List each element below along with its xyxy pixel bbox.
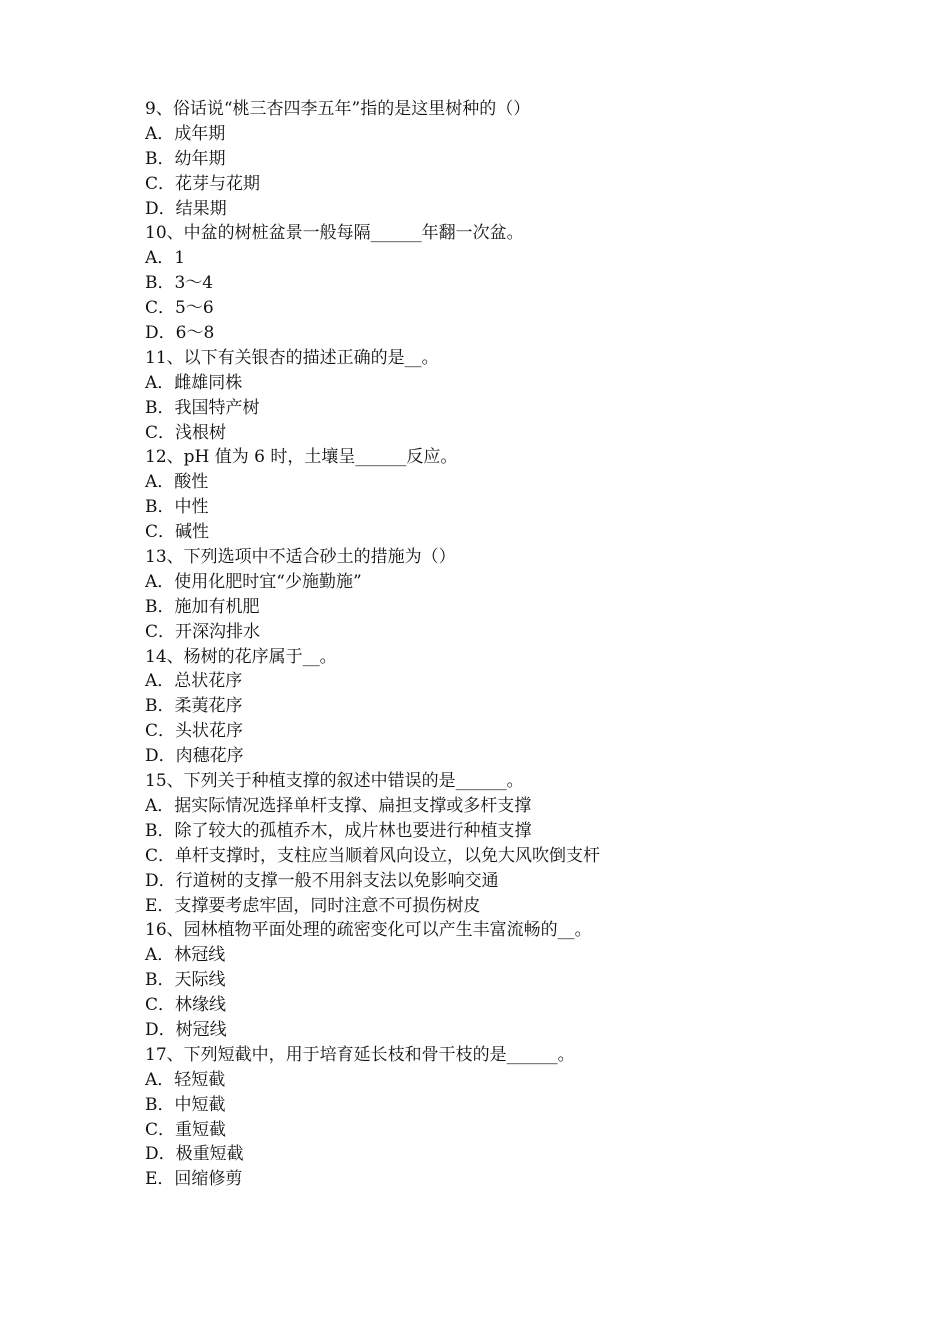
- option-d: D．树冠线: [145, 1019, 227, 1040]
- question-text: 16、园林植物平面处理的疏密变化可以产生丰富流畅的__。: [145, 920, 592, 941]
- option-c: C．5～6: [145, 298, 214, 319]
- option-a: A．总状花序: [145, 671, 243, 692]
- question-text: 17、下列短截中，用于培育延长枝和骨干枝的是______。: [145, 1044, 575, 1065]
- option-b: B．我国特产树: [145, 397, 260, 418]
- question-block-14: [145, 645, 865, 769]
- question-text: 15、下列关于种植支撑的叙述中错误的是______。: [145, 771, 524, 792]
- question-block-12: [145, 445, 865, 545]
- option-b: B．中性: [145, 497, 209, 518]
- option-a: A．酸性: [145, 472, 209, 493]
- question-text: 9、俗话说“桃三杏四李五年”指的是这里树种的（）: [145, 99, 531, 119]
- option-d: D．6～8: [145, 323, 215, 344]
- option-a: A．使用化肥时宜“少施勤施”: [145, 571, 362, 592]
- question-text: 14、杨树的花序属于__。: [145, 646, 337, 667]
- option-a: A．林冠线: [145, 945, 226, 966]
- option-b: B．柔荑花序: [145, 696, 243, 717]
- option-b: B．中短截: [145, 1094, 226, 1115]
- option-e: E．回缩修剪: [145, 1169, 243, 1190]
- question-list: [145, 97, 865, 1192]
- option-a: A．雌雄同株: [145, 372, 243, 393]
- question-text: 10、中盆的树桩盆景一般每隔______年翻一次盆。: [145, 223, 524, 244]
- option-a: A．轻短截: [145, 1069, 226, 1090]
- option-c: C．单杆支撑时，支柱应当顺着风向设立，以免大风吹倒支杆: [145, 845, 601, 866]
- option-c: C．浅根树: [145, 422, 227, 443]
- option-c: C．花芽与花期: [145, 173, 261, 194]
- option-d: D．肉穗花序: [145, 746, 244, 767]
- option-a: A．据实际情况选择单杆支撑、扁担支撑或多杆支撑: [145, 795, 532, 816]
- question-block-13: [145, 545, 865, 645]
- option-b: B．施加有机肥: [145, 596, 260, 617]
- question-block-9: [145, 97, 865, 221]
- question-block-17: [145, 1043, 865, 1192]
- option-a: A．成年期: [145, 123, 226, 144]
- option-d: D．极重短截: [145, 1144, 244, 1165]
- question-text: 13、下列选项中不适合砂土的措施为（）: [145, 547, 456, 568]
- question-block-16: [145, 918, 865, 1042]
- option-c: C．重短截: [145, 1119, 227, 1140]
- option-d: D．行道树的支撑一般不用斜支法以免影响交通: [145, 870, 499, 891]
- option-b: B．3～4: [145, 273, 214, 294]
- question-text: 12、pH 值为 6 时，土壤呈______反应。: [145, 447, 458, 468]
- option-e: E．支撑要考虑牢固，同时注意不可损伤树皮: [145, 895, 481, 916]
- option-d: D．结果期: [145, 198, 227, 219]
- question-block-11: [145, 346, 865, 446]
- option-b: B．天际线: [145, 970, 226, 991]
- option-c: C．开深沟排水: [145, 621, 261, 642]
- option-c: C．林缘线: [145, 995, 227, 1016]
- option-c: C．碱性: [145, 522, 210, 543]
- option-b: B．除了较大的孤植乔木，成片林也要进行种植支撑: [145, 820, 532, 841]
- question-text: 11、以下有关银杏的描述正确的是__。: [145, 347, 439, 368]
- question-block-10: [145, 221, 865, 345]
- option-a: A．1: [145, 248, 186, 269]
- question-block-15: [145, 769, 865, 918]
- option-c: C．头状花序: [145, 721, 244, 742]
- option-b: B．幼年期: [145, 148, 226, 169]
